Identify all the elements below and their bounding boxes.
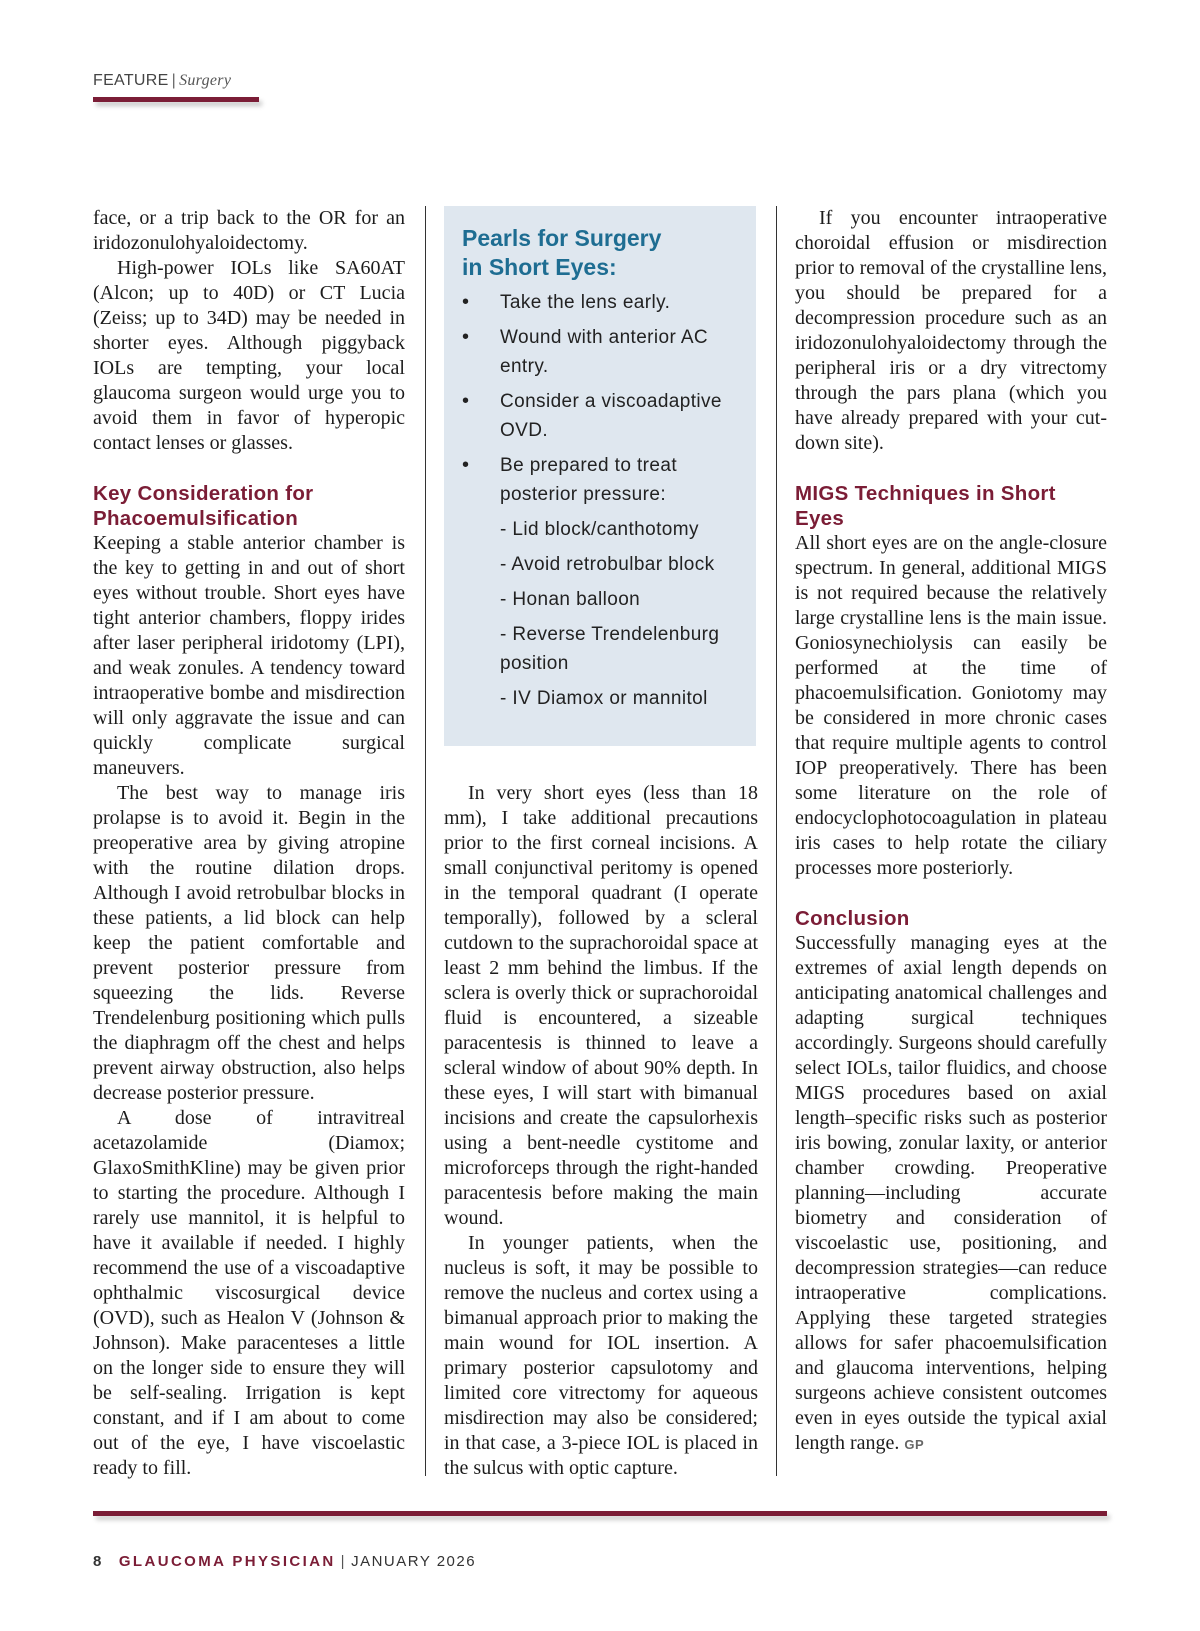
bullet-icon: • [462,326,470,348]
sidebar-title-line: in Short Eyes: [462,254,617,280]
sidebar-list [462,288,747,719]
header-separator: | [171,72,177,89]
sidebar-sub-item: - Avoid retrobulbar block [500,554,715,575]
column-2 [444,781,758,1481]
sidebar-list-item: • Wound with anterior AC entry. [462,323,747,381]
paragraph: The best way to manage iris prolapse is to avoid it. Begin in the preoperative area by giving atropine with the routine dilation drops. Although I avoid retrobulbar blocks in these patients, a lid block can help keep the patient comfortable and prevent posterior pressure from squeezing the lids. Reverse Trendelenburg positioning which pulls the diaphragm off the chest and helps prevent airway obstruction, also helps decrease posterior pressure. [93,782,405,1104]
sidebar-sub-item: - Lid block/canthotomy [500,519,699,540]
sidebar-title-line: Pearls for Surgery [462,225,662,251]
paragraph: A dose of intravitreal acetazolamide (Diamox; GlaxoSmithKline) may be given prior to starting the procedure. Although I rarely use mannitol, it is helpful to have it available if needed. I highly recommend the use of a viscoadaptive ophthalmic viscosurgical device (OVD), such as Healon V (Johnson & Johnson). Make paracenteses a little on the longer side to ensure they will be self-sealing. Irrigation is kept constant, and if I am about to come out of the eye, I have viscoelastic ready to fill. [93,1107,405,1479]
paragraph: face, or a trip back to the OR for an iridozonulohyaloidectomy. [93,207,405,254]
sidebar-sub-item: - IV Diamox or mannitol [500,688,708,709]
sidebar-sub-item: - Honan balloon [500,589,641,610]
sidebar-sub-item: - Reverse Trendelenburg position [500,624,720,674]
page-number: 8 [93,1553,103,1570]
footer-rule [93,1511,1107,1516]
header-feature: FEATURE [93,72,169,89]
column-3 [795,206,1107,1457]
journal-name: GLAUCOMA PHYSICIAN [118,1553,336,1570]
column-divider [776,206,777,1476]
footer-separator: | [340,1553,347,1570]
paragraph: Successfully managing eyes at the extremes of axial length depends on anticipating anatomical challenges and adapting surgical techniques accordingly. Surgeons should carefully select IOLs, tailor fluidics, and choose MIGS procedures based on axial length–specific risks such as posterior iris bowing, zonular laxity, or anterior chamber crowding. Preoperative planning—including accurate biometry and consideration of viscoelastic use, positioning, and decompression strategies—can reduce intraoperative complications. Applying these targeted strategies allows for safer phacoemulsification and glaucoma interventions, helping surgeons achieve consistent outcomes even in eyes outside the typical axial length range. GP [795,932,1107,1454]
issue-date: JANUARY 2026 [351,1553,477,1570]
paragraph: In younger patients, when the nucleus is soft, it may be possible to remove the nucleus and cortex using a bimanual approach prior to making the main wound for IOL insertion. A primary posterior capsulotomy and limited core vitrectomy for aqueous misdirection may also be considered; in that case, a 3-piece IOL is placed in the sulcus with optic capture. [444,1232,758,1479]
column-1 [93,206,405,1481]
bullet-icon: • [462,291,470,313]
section-heading: Key Consideration for Phacoemulsification [93,482,314,530]
paragraph: In very short eyes (less than 18 mm), I take additional precautions prior to the first corneal incisions. A small conjunctival peritomy is opened in the temporal quadrant (I operate temporally), followed by a scleral cutdown to the suprachoroidal space at least 2 mm behind the limbus. If the sclera is overly thick or suprachoroidal fluid is encountered, a sizeable paracentesis is thinned to leave a scleral window of about 90% depth. In these eyes, I will start with bimanual incisions and create the capsulorhexis using a bent-needle cystitome and microforceps through the right-handed paracentesis before making the main wound. [444,782,758,1229]
running-header [93,72,231,90]
header-section: Surgery [179,72,232,89]
header-rule [93,97,259,102]
pearls-sidebar [444,206,756,746]
paragraph: All short eyes are on the angle-closure spectrum. In general, additional MIGS is not required because the relatively large crystalline lens is the main issue. Goniosynechiolysis can easily be performed at the time of phacoemulsification. Goniotomy may be considered in more chronic cases that require multiple agents to control IOP preoperatively. There has been some literature on the role of endocyclophotocoagulation in plateau iris cases to help rotate the ciliary processes more posteriorly. [795,532,1107,879]
sidebar-list-item: • Be prepared to treat posterior pressure: [462,451,747,509]
sidebar-list-item: • Take the lens early. [462,288,747,317]
end-mark: GP [904,1437,925,1452]
paragraph: Keeping a stable anterior chamber is the key to getting in and out of short eyes without trouble. Short eyes have tight anterior chambers, floppy irides after laser peripheral iridotomy (LPI), and weak zonules. A tendency toward intraoperative bombe and misdirection will only aggravate the issue and can quickly complicate surgical maneuvers. [93,532,405,779]
sidebar-list-item: • Consider a viscoadaptive OVD. [462,387,747,445]
section-heading: MIGS Techniques in Short Eyes [795,482,1056,530]
paragraph: High-power IOLs like SA60AT (Alcon; up to 40D) or CT Lucia (Zeiss; up to 34D) may be needed in shorter eyes. Although piggyback IOLs are tempting, your local glaucoma surgeon would urge you to avoid them in favor of hyperopic contact lenses or glasses. [93,257,405,454]
column-divider [425,206,426,1476]
page-footer [93,1553,476,1570]
section-heading: Conclusion [795,907,910,930]
paragraph: If you encounter intraoperative choroidal effusion or misdirection prior to removal of the crystalline lens, you should be prepared for a decompression procedure such as an iridozonulohyaloidectomy through the peripheral iris or a dry vitrectomy through the pars plana (which you have already prepared with your cut-down site). [795,207,1107,454]
bullet-icon: • [462,390,470,412]
sidebar-title [462,224,661,282]
bullet-icon: • [462,454,470,476]
